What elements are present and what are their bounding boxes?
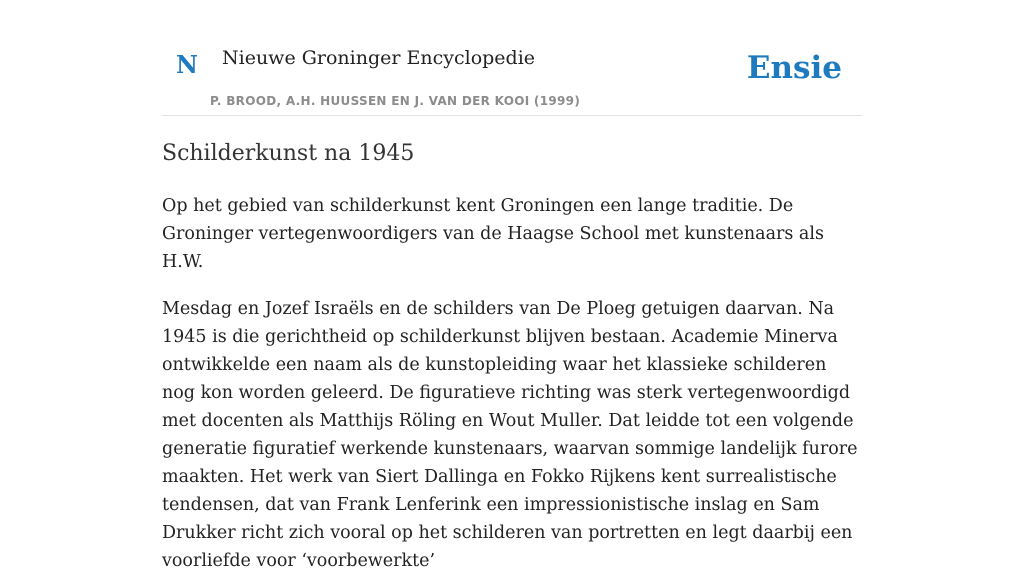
source-logo[interactable]: N <box>176 50 198 79</box>
article-title: Schilderkunst na 1945 <box>162 141 415 166</box>
source-authors: P. BROOD, A.H. HUUSSEN EN J. VAN DER KOOI (1999) <box>210 94 581 108</box>
ensie-logo[interactable]: Ensie <box>746 50 842 86</box>
source-title-link[interactable]: Nieuwe Groninger Encyclopedie <box>222 47 536 69</box>
article <box>162 138 862 575</box>
article-paragraph: Mesdag en Jozef Israëls en de schilders van De Ploeg getuigen daarvan. Na 1945 is die gerichtheid op schilderkunst blijven bestaan. Academie Minerva ontwikkelde een naam als de kunstopleiding waar het klassieke schilderen nog kon worden geleerd. De figuratieve richting was sterk vertegenwoordigd met docenten als Matthijs Röling en Wout Muller. Dat leidde tot een volgende generatie figuratief werkende kunstenaars, waarvan sommige landelijk furore maakten. Het werk van Siert Dallinga en Fokko Rijkens kent surrealistische tendensen, dat van Frank Lenferink een impressionistische inslag en Sam Drukker richt zich vooral op het schilderen van portretten en legt daarbij een voorliefde voor ‘voorbewerkte’ <box>162 299 858 571</box>
article-paragraph: Op het gebied van schilderkunst kent Groningen een lange traditie. De Groninger vertegenwoordigers van de Haagse School met kunstenaars als H.W. <box>162 196 824 272</box>
header <box>162 38 862 116</box>
